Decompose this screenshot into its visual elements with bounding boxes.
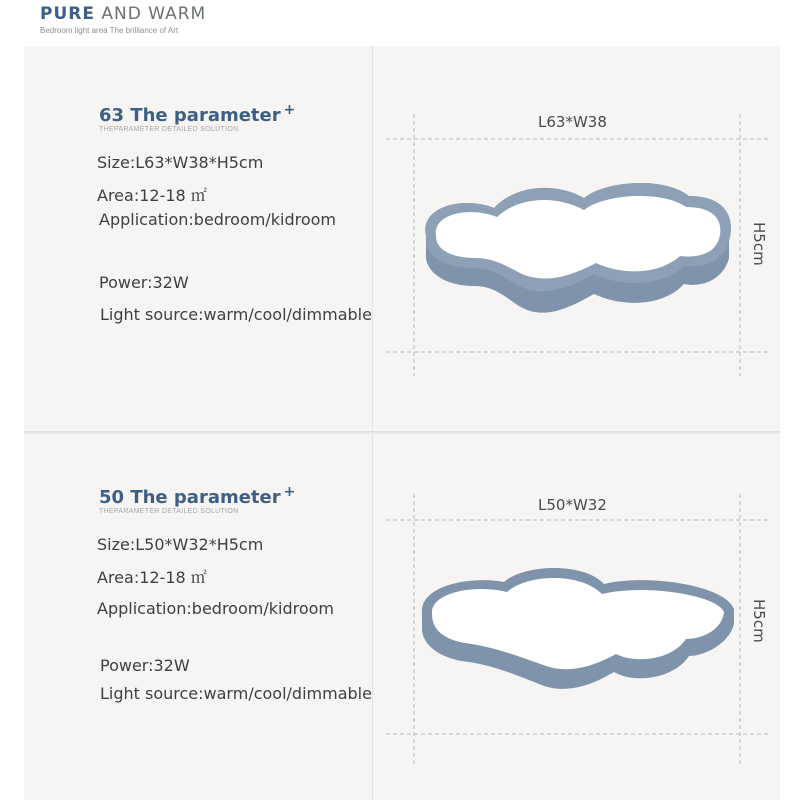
dimension-width-label: L63*W38 — [538, 113, 607, 131]
product-subtitle: THEPARAMETER DETAILED SOLUTION — [99, 508, 239, 515]
spec-size: Size:L50*W32*H5cm — [97, 535, 264, 554]
plus-icon: + — [283, 484, 296, 500]
product-subtitle: THEPARAMETER DETAILED SOLUTION — [99, 126, 239, 133]
spec-application: Application:bedroom/kidroom — [97, 599, 334, 618]
dimension-height-label: H5cm — [750, 222, 768, 266]
spec-light-source: Light source:warm/cool/dimmable — [100, 305, 372, 324]
brand-rest: AND WARM — [101, 4, 207, 24]
plus-icon: + — [283, 102, 296, 118]
spec-power: Power:32W — [99, 273, 189, 292]
title-number: 63 — [99, 105, 125, 126]
title-text: The parameter — [130, 105, 281, 126]
product-panel-50 — [24, 434, 780, 800]
title-number: 50 — [99, 487, 125, 508]
spec-size: Size:L63*W38*H5cm — [97, 153, 264, 172]
spec-area: Area:12-18 ㎡ — [97, 186, 207, 205]
brand-title — [40, 4, 206, 24]
spec-area: Area:12-18 ㎡ — [97, 568, 207, 587]
brand-tagline: Bedroom light area The brilliance of Art — [40, 26, 179, 35]
spec-application: Application:bedroom/kidroom — [99, 210, 336, 229]
spec-power: Power:32W — [100, 656, 190, 675]
dimension-width-label: L50*W32 — [538, 496, 607, 514]
product-panel-63 — [24, 46, 780, 432]
cloud-lamp-image — [24, 46, 780, 432]
title-text: The parameter — [130, 487, 281, 508]
cloud-lamp-image — [24, 434, 780, 800]
brand-header — [40, 4, 206, 35]
brand-bold: PURE — [40, 4, 95, 24]
spec-light-source: Light source:warm/cool/dimmable — [100, 684, 372, 703]
dimension-height-label: H5cm — [750, 599, 768, 643]
